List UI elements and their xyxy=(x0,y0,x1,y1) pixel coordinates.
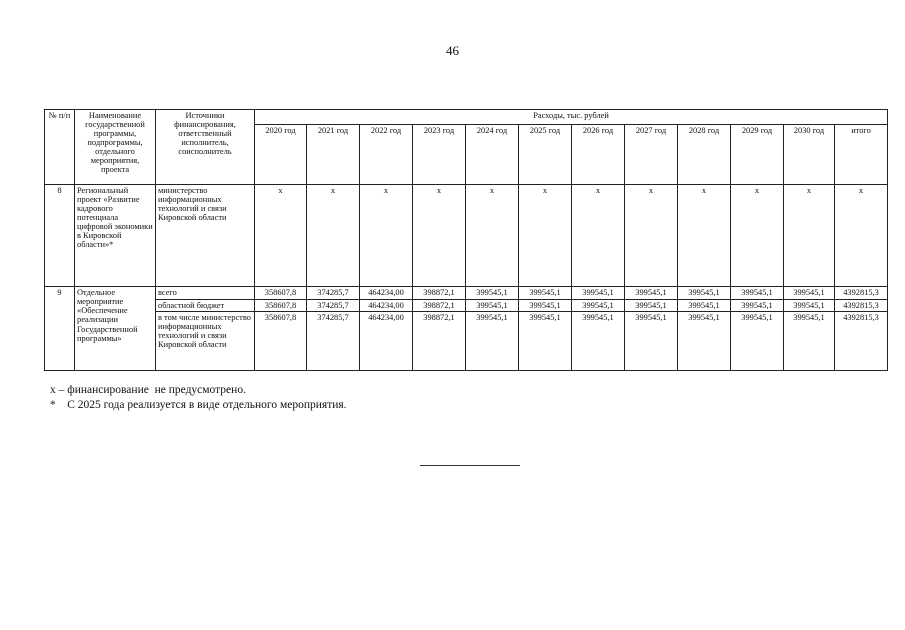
value-cell: x xyxy=(625,185,678,287)
value-cell: 374285,7 xyxy=(307,299,360,311)
value-cell: 399545,1 xyxy=(784,299,835,311)
table-row xyxy=(45,287,888,299)
value-cell: 399545,1 xyxy=(784,312,835,371)
value-cell: 399545,1 xyxy=(572,312,625,371)
header-year: 2028 год xyxy=(678,125,731,185)
value-cell: x xyxy=(360,185,413,287)
header-year: 2027 год xyxy=(625,125,678,185)
value-cell: 399545,1 xyxy=(466,299,519,311)
row-source: в том числе министерство информационных технологий и связи Кировской области xyxy=(156,312,255,371)
value-cell: 358607,8 xyxy=(255,287,307,299)
header-year: 2021 год xyxy=(307,125,360,185)
row-source: всего xyxy=(156,287,255,299)
value-cell: 399545,1 xyxy=(519,312,572,371)
footnote-x: х – финансирование не предусмотрено. xyxy=(50,384,246,396)
footnote-asterisk: * С 2025 года реализуется в виде отдельного мероприятия. xyxy=(50,399,347,411)
header-name: Наименование государственной программы, подпрограммы, отдельного мероприятия, проекта xyxy=(75,110,156,185)
value-cell: 358607,8 xyxy=(255,312,307,371)
end-separator-line xyxy=(420,465,520,466)
row-name: Региональный проект «Развитие кадрового потенциала цифровой экономики в Кировской области»* xyxy=(75,185,156,287)
page-number: 46 xyxy=(446,43,459,58)
value-cell: 399545,1 xyxy=(784,287,835,299)
value-cell: 4392815,3 xyxy=(835,299,888,311)
row-source: областной бюджет xyxy=(156,299,255,311)
value-cell: x xyxy=(731,185,784,287)
value-cell: 399545,1 xyxy=(625,287,678,299)
value-cell: x xyxy=(307,185,360,287)
row-number: 9 xyxy=(45,287,75,371)
value-cell: x xyxy=(835,185,888,287)
value-cell: x xyxy=(678,185,731,287)
value-cell: x xyxy=(413,185,466,287)
value-cell: 464234,00 xyxy=(360,312,413,371)
value-cell: x xyxy=(572,185,625,287)
value-cell: 398872,1 xyxy=(413,287,466,299)
header-source: Источники финансирования, ответственный исполнитель, соисполнитель xyxy=(156,110,255,185)
value-cell: 399545,1 xyxy=(625,312,678,371)
value-cell: 399545,1 xyxy=(519,287,572,299)
value-cell: 399545,1 xyxy=(678,287,731,299)
header-year: 2030 год xyxy=(784,125,835,185)
value-cell: 374285,7 xyxy=(307,312,360,371)
row-source: министерство информационных технологий и связи Кировской области xyxy=(156,185,255,287)
value-cell: x xyxy=(255,185,307,287)
value-cell: 4392815,3 xyxy=(835,287,888,299)
value-cell: 358607,8 xyxy=(255,299,307,311)
value-cell: x xyxy=(784,185,835,287)
value-cell: 399545,1 xyxy=(466,287,519,299)
value-cell: 399545,1 xyxy=(731,287,784,299)
value-cell: 399545,1 xyxy=(466,312,519,371)
header-year: 2026 год xyxy=(572,125,625,185)
value-cell: 4392815,3 xyxy=(835,312,888,371)
row-name: Отдельное мероприятие «Обеспечение реализации Государственной программы» xyxy=(75,287,156,371)
header-total: итого xyxy=(835,125,888,185)
value-cell: 464234,00 xyxy=(360,299,413,311)
header-year: 2023 год xyxy=(413,125,466,185)
value-cell: 399545,1 xyxy=(731,299,784,311)
value-cell: 399545,1 xyxy=(519,299,572,311)
value-cell: 399545,1 xyxy=(625,299,678,311)
value-cell: 399545,1 xyxy=(572,299,625,311)
table-row xyxy=(45,299,888,311)
value-cell: x xyxy=(466,185,519,287)
header-year: 2022 год xyxy=(360,125,413,185)
header-year: 2025 год xyxy=(519,125,572,185)
header-num: № п/п xyxy=(45,110,75,185)
header-year: 2024 год xyxy=(466,125,519,185)
budget-table xyxy=(44,109,888,371)
value-cell: 399545,1 xyxy=(731,312,784,371)
value-cell: 399545,1 xyxy=(572,287,625,299)
footnotes xyxy=(50,383,347,413)
value-cell: 464234,00 xyxy=(360,287,413,299)
value-cell: 374285,7 xyxy=(307,287,360,299)
header-year: 2029 год xyxy=(731,125,784,185)
value-cell: 398872,1 xyxy=(413,299,466,311)
value-cell: x xyxy=(519,185,572,287)
header-expenses: Расходы, тыс. рублей xyxy=(255,110,888,125)
value-cell: 399545,1 xyxy=(678,299,731,311)
value-cell: 399545,1 xyxy=(678,312,731,371)
table-row xyxy=(45,185,888,287)
table-row xyxy=(45,312,888,371)
value-cell: 398872,1 xyxy=(413,312,466,371)
header-year: 2020 год xyxy=(255,125,307,185)
row-number: 8 xyxy=(45,185,75,287)
